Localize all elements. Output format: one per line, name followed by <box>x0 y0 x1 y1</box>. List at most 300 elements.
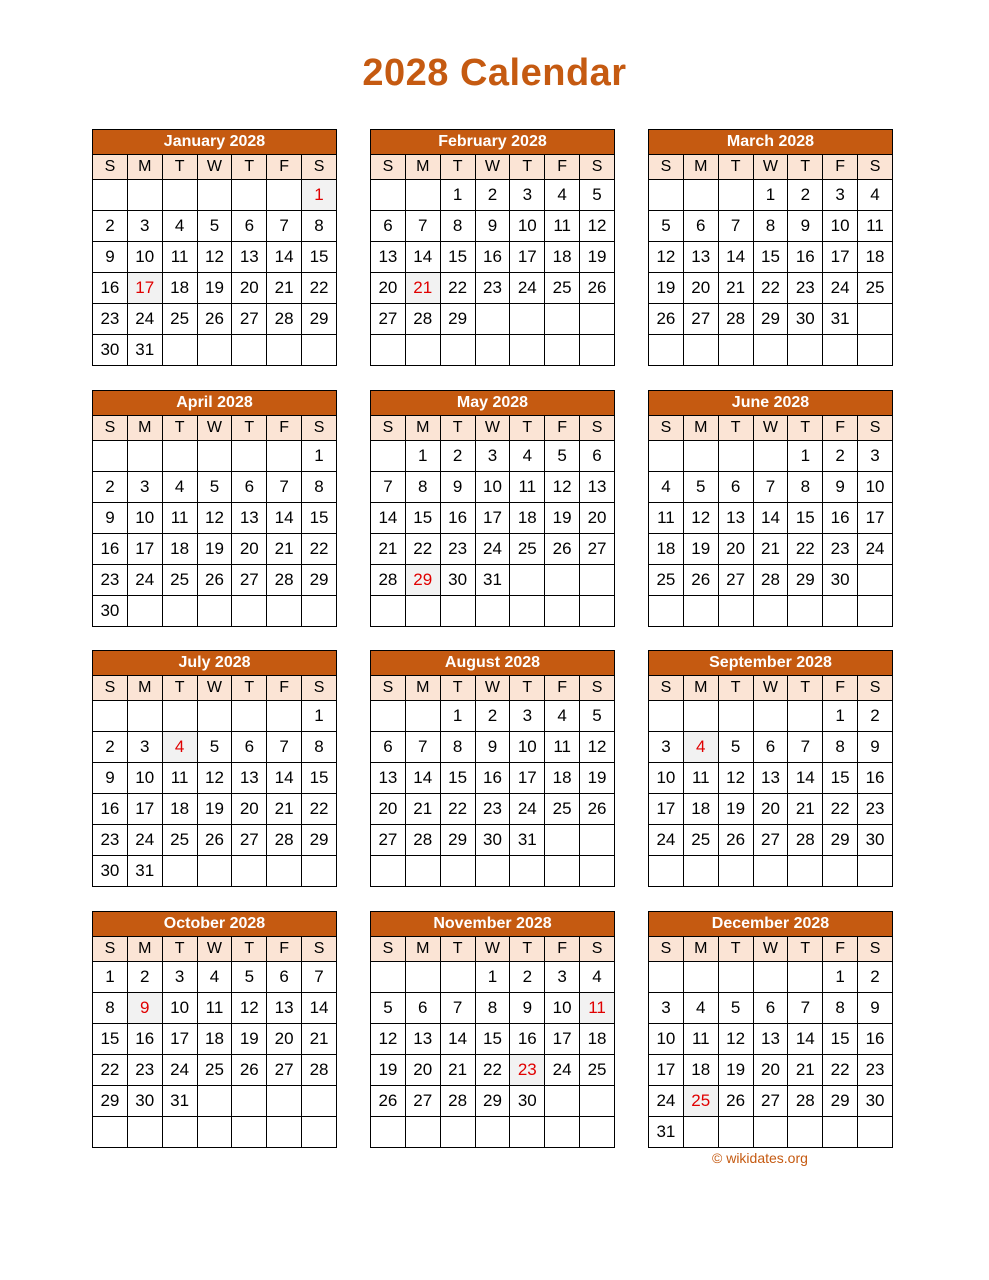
day-cell: 28 <box>267 825 302 856</box>
empty-day-cell <box>649 596 684 627</box>
empty-day-cell <box>475 1117 510 1148</box>
day-cell: 25 <box>197 1055 232 1086</box>
day-cell: 23 <box>440 534 475 565</box>
weekday-header: S <box>580 937 615 962</box>
empty-day-cell <box>788 596 823 627</box>
day-cell: 22 <box>753 273 788 304</box>
empty-day-cell <box>302 856 337 887</box>
day-cell: 3 <box>649 993 684 1024</box>
day-cell: 23 <box>858 1055 893 1086</box>
empty-day-cell <box>788 335 823 366</box>
day-cell: 25 <box>162 304 197 335</box>
weekday-header: T <box>510 416 545 441</box>
weekday-header: S <box>649 676 684 701</box>
empty-day-cell <box>788 856 823 887</box>
day-cell: 16 <box>475 242 510 273</box>
day-cell: 22 <box>302 273 337 304</box>
day-cell: 29 <box>475 1086 510 1117</box>
day-cell: 19 <box>718 1055 753 1086</box>
day-cell: 13 <box>683 242 718 273</box>
day-cell: 26 <box>718 825 753 856</box>
day-cell: 19 <box>580 763 615 794</box>
empty-day-cell <box>475 596 510 627</box>
day-cell: 12 <box>232 993 267 1024</box>
day-cell: 30 <box>475 825 510 856</box>
day-cell: 20 <box>232 794 267 825</box>
empty-day-cell <box>718 596 753 627</box>
day-cell: 12 <box>197 503 232 534</box>
weekday-header: F <box>267 676 302 701</box>
weekday-header: T <box>232 937 267 962</box>
empty-day-cell <box>718 701 753 732</box>
empty-day-cell <box>267 335 302 366</box>
empty-day-cell <box>580 565 615 596</box>
empty-day-cell <box>649 962 684 993</box>
day-cell: 12 <box>197 242 232 273</box>
empty-day-cell <box>197 856 232 887</box>
weekday-header: T <box>788 937 823 962</box>
credit-text: © wikidates.org <box>712 1150 808 1166</box>
month-table <box>648 129 893 366</box>
weekday-header: F <box>823 937 858 962</box>
holiday-day-cell: 29 <box>405 565 440 596</box>
day-cell: 10 <box>127 503 162 534</box>
day-cell: 18 <box>683 1055 718 1086</box>
day-cell: 14 <box>753 503 788 534</box>
day-cell: 30 <box>93 856 128 887</box>
day-cell: 24 <box>649 825 684 856</box>
day-cell: 20 <box>753 1055 788 1086</box>
day-cell: 2 <box>858 701 893 732</box>
day-cell: 24 <box>162 1055 197 1086</box>
day-cell: 26 <box>371 1086 406 1117</box>
day-cell: 20 <box>683 273 718 304</box>
day-cell: 12 <box>580 211 615 242</box>
empty-day-cell <box>440 962 475 993</box>
empty-day-cell <box>302 1117 337 1148</box>
day-cell: 9 <box>475 732 510 763</box>
holiday-day-cell: 21 <box>405 273 440 304</box>
day-cell: 30 <box>127 1086 162 1117</box>
weekday-header: S <box>649 937 684 962</box>
empty-day-cell <box>649 441 684 472</box>
month-table <box>648 390 893 627</box>
empty-day-cell <box>371 335 406 366</box>
day-cell: 16 <box>823 503 858 534</box>
day-cell: 1 <box>753 180 788 211</box>
empty-day-cell <box>753 701 788 732</box>
day-cell: 14 <box>405 763 440 794</box>
day-cell: 14 <box>302 993 337 1024</box>
day-cell: 19 <box>580 242 615 273</box>
day-cell: 8 <box>302 472 337 503</box>
empty-day-cell <box>718 1117 753 1148</box>
day-cell: 11 <box>162 242 197 273</box>
weekday-header: W <box>753 937 788 962</box>
empty-day-cell <box>753 441 788 472</box>
day-cell: 7 <box>440 993 475 1024</box>
day-cell: 22 <box>475 1055 510 1086</box>
weekday-header: M <box>683 937 718 962</box>
day-cell: 5 <box>545 441 580 472</box>
day-cell: 3 <box>162 962 197 993</box>
empty-day-cell <box>93 441 128 472</box>
day-cell: 11 <box>162 763 197 794</box>
weekday-header: S <box>858 416 893 441</box>
day-cell: 15 <box>788 503 823 534</box>
weekday-header: S <box>371 416 406 441</box>
day-cell: 10 <box>823 211 858 242</box>
day-cell: 18 <box>162 794 197 825</box>
day-cell: 17 <box>823 242 858 273</box>
day-cell: 4 <box>545 180 580 211</box>
day-cell: 3 <box>649 732 684 763</box>
month-name: February 2028 <box>371 130 615 155</box>
empty-day-cell <box>405 335 440 366</box>
day-cell: 8 <box>753 211 788 242</box>
empty-day-cell <box>197 335 232 366</box>
day-cell: 10 <box>475 472 510 503</box>
day-cell: 21 <box>788 794 823 825</box>
day-cell: 14 <box>371 503 406 534</box>
weekday-header: T <box>440 155 475 180</box>
day-cell: 16 <box>93 794 128 825</box>
weekday-header: T <box>162 937 197 962</box>
day-cell: 2 <box>510 962 545 993</box>
day-cell: 28 <box>718 304 753 335</box>
weekday-header: T <box>162 416 197 441</box>
weekday-header: T <box>510 155 545 180</box>
empty-day-cell <box>580 825 615 856</box>
day-cell: 6 <box>232 732 267 763</box>
day-cell: 17 <box>127 794 162 825</box>
day-cell: 19 <box>683 534 718 565</box>
day-cell: 24 <box>858 534 893 565</box>
empty-day-cell <box>475 856 510 887</box>
month-table <box>92 390 337 627</box>
month-table <box>370 911 615 1148</box>
day-cell: 1 <box>405 441 440 472</box>
day-cell: 2 <box>93 732 128 763</box>
day-cell: 5 <box>580 180 615 211</box>
weekday-header: S <box>302 155 337 180</box>
day-cell: 17 <box>127 534 162 565</box>
weekday-header: M <box>127 676 162 701</box>
weekday-header: M <box>405 676 440 701</box>
day-cell: 13 <box>580 472 615 503</box>
day-cell: 28 <box>440 1086 475 1117</box>
empty-day-cell <box>267 180 302 211</box>
day-cell: 14 <box>267 763 302 794</box>
empty-day-cell <box>753 335 788 366</box>
day-cell: 1 <box>93 962 128 993</box>
day-cell: 31 <box>475 565 510 596</box>
empty-day-cell <box>753 856 788 887</box>
day-cell: 30 <box>858 825 893 856</box>
empty-day-cell <box>127 1117 162 1148</box>
day-cell: 22 <box>302 534 337 565</box>
day-cell: 20 <box>405 1055 440 1086</box>
day-cell: 30 <box>510 1086 545 1117</box>
weekday-header: T <box>788 676 823 701</box>
day-cell: 29 <box>753 304 788 335</box>
day-cell: 20 <box>371 794 406 825</box>
day-cell: 24 <box>127 565 162 596</box>
day-cell: 27 <box>232 304 267 335</box>
day-cell: 10 <box>510 211 545 242</box>
weekday-header: T <box>440 676 475 701</box>
day-cell: 6 <box>683 211 718 242</box>
empty-day-cell <box>267 441 302 472</box>
weekday-header: W <box>753 155 788 180</box>
day-cell: 29 <box>302 825 337 856</box>
day-cell: 21 <box>405 794 440 825</box>
empty-day-cell <box>197 180 232 211</box>
empty-day-cell <box>371 856 406 887</box>
month-table <box>648 911 893 1148</box>
day-cell: 26 <box>580 794 615 825</box>
day-cell: 9 <box>858 732 893 763</box>
day-cell: 30 <box>93 596 128 627</box>
day-cell: 12 <box>649 242 684 273</box>
day-cell: 9 <box>93 503 128 534</box>
empty-day-cell <box>232 701 267 732</box>
day-cell: 27 <box>580 534 615 565</box>
empty-day-cell <box>475 304 510 335</box>
day-cell: 26 <box>197 825 232 856</box>
weekday-header: F <box>823 676 858 701</box>
day-cell: 31 <box>649 1117 684 1148</box>
day-cell: 31 <box>823 304 858 335</box>
day-cell: 25 <box>649 565 684 596</box>
weekday-header: W <box>197 676 232 701</box>
month-name: October 2028 <box>93 912 337 937</box>
day-cell: 5 <box>197 732 232 763</box>
day-cell: 10 <box>545 993 580 1024</box>
day-cell: 9 <box>475 211 510 242</box>
empty-day-cell <box>197 1086 232 1117</box>
weekday-header: S <box>858 676 893 701</box>
day-cell: 28 <box>371 565 406 596</box>
empty-day-cell <box>440 1117 475 1148</box>
day-cell: 6 <box>371 732 406 763</box>
empty-day-cell <box>510 335 545 366</box>
day-cell: 23 <box>93 565 128 596</box>
empty-day-cell <box>683 596 718 627</box>
day-cell: 17 <box>649 794 684 825</box>
empty-day-cell <box>718 441 753 472</box>
day-cell: 3 <box>545 962 580 993</box>
weekday-header: F <box>545 155 580 180</box>
day-cell: 23 <box>858 794 893 825</box>
day-cell: 2 <box>93 211 128 242</box>
day-cell: 26 <box>683 565 718 596</box>
day-cell: 20 <box>718 534 753 565</box>
day-cell: 5 <box>718 993 753 1024</box>
day-cell: 17 <box>649 1055 684 1086</box>
day-cell: 13 <box>405 1024 440 1055</box>
empty-day-cell <box>267 1086 302 1117</box>
day-cell: 27 <box>371 304 406 335</box>
day-cell: 16 <box>93 534 128 565</box>
day-cell: 1 <box>440 701 475 732</box>
weekday-header: F <box>267 416 302 441</box>
empty-day-cell <box>162 441 197 472</box>
day-cell: 12 <box>580 732 615 763</box>
day-cell: 28 <box>788 825 823 856</box>
weekday-header: M <box>405 937 440 962</box>
day-cell: 11 <box>683 763 718 794</box>
weekday-header: W <box>197 416 232 441</box>
empty-day-cell <box>545 304 580 335</box>
empty-day-cell <box>718 962 753 993</box>
weekday-header: T <box>162 676 197 701</box>
day-cell: 20 <box>232 273 267 304</box>
day-cell: 12 <box>545 472 580 503</box>
day-cell: 3 <box>510 180 545 211</box>
day-cell: 30 <box>858 1086 893 1117</box>
day-cell: 30 <box>823 565 858 596</box>
day-cell: 9 <box>858 993 893 1024</box>
month-table <box>92 650 337 887</box>
day-cell: 9 <box>93 242 128 273</box>
weekday-header: T <box>232 416 267 441</box>
weekday-header: S <box>93 155 128 180</box>
holiday-day-cell: 1 <box>302 180 337 211</box>
day-cell: 4 <box>580 962 615 993</box>
day-cell: 2 <box>93 472 128 503</box>
empty-day-cell <box>718 180 753 211</box>
day-cell: 11 <box>545 211 580 242</box>
weekday-header: M <box>683 676 718 701</box>
day-cell: 3 <box>510 701 545 732</box>
empty-day-cell <box>162 596 197 627</box>
empty-day-cell <box>510 565 545 596</box>
day-cell: 13 <box>753 1024 788 1055</box>
day-cell: 17 <box>545 1024 580 1055</box>
day-cell: 26 <box>197 304 232 335</box>
day-cell: 18 <box>649 534 684 565</box>
empty-day-cell <box>580 1117 615 1148</box>
day-cell: 11 <box>162 503 197 534</box>
empty-day-cell <box>510 856 545 887</box>
day-cell: 17 <box>162 1024 197 1055</box>
day-cell: 14 <box>267 503 302 534</box>
day-cell: 25 <box>545 273 580 304</box>
day-cell: 25 <box>683 825 718 856</box>
day-cell: 21 <box>753 534 788 565</box>
day-cell: 5 <box>371 993 406 1024</box>
day-cell: 7 <box>788 732 823 763</box>
day-cell: 11 <box>649 503 684 534</box>
day-cell: 20 <box>753 794 788 825</box>
day-cell: 6 <box>405 993 440 1024</box>
empty-day-cell <box>788 1117 823 1148</box>
day-cell: 21 <box>371 534 406 565</box>
weekday-header: S <box>302 937 337 962</box>
day-cell: 23 <box>823 534 858 565</box>
month-name: July 2028 <box>93 651 337 676</box>
day-cell: 9 <box>823 472 858 503</box>
day-cell: 29 <box>823 1086 858 1117</box>
day-cell: 5 <box>649 211 684 242</box>
empty-day-cell <box>162 335 197 366</box>
empty-day-cell <box>267 856 302 887</box>
empty-day-cell <box>405 180 440 211</box>
day-cell: 16 <box>93 273 128 304</box>
weekday-header: M <box>405 155 440 180</box>
day-cell: 28 <box>302 1055 337 1086</box>
day-cell: 24 <box>823 273 858 304</box>
weekday-header: W <box>475 155 510 180</box>
empty-day-cell <box>162 180 197 211</box>
day-cell: 18 <box>545 242 580 273</box>
empty-day-cell <box>683 1117 718 1148</box>
day-cell: 12 <box>718 763 753 794</box>
day-cell: 8 <box>788 472 823 503</box>
day-cell: 19 <box>197 794 232 825</box>
day-cell: 6 <box>232 211 267 242</box>
day-cell: 22 <box>788 534 823 565</box>
day-cell: 22 <box>405 534 440 565</box>
day-cell: 19 <box>197 273 232 304</box>
day-cell: 21 <box>440 1055 475 1086</box>
day-cell: 13 <box>232 763 267 794</box>
empty-day-cell <box>302 1086 337 1117</box>
day-cell: 15 <box>302 763 337 794</box>
day-cell: 23 <box>93 825 128 856</box>
day-cell: 25 <box>510 534 545 565</box>
day-cell: 8 <box>823 993 858 1024</box>
empty-day-cell <box>440 856 475 887</box>
month-table <box>370 129 615 366</box>
month-name: January 2028 <box>93 130 337 155</box>
day-cell: 7 <box>267 472 302 503</box>
month-name: March 2028 <box>649 130 893 155</box>
weekday-header: S <box>580 416 615 441</box>
empty-day-cell <box>232 1117 267 1148</box>
empty-day-cell <box>475 335 510 366</box>
weekday-header: M <box>127 937 162 962</box>
empty-day-cell <box>545 565 580 596</box>
day-cell: 10 <box>510 732 545 763</box>
weekday-header: T <box>510 937 545 962</box>
empty-day-cell <box>371 441 406 472</box>
month-table <box>370 650 615 887</box>
day-cell: 5 <box>197 472 232 503</box>
day-cell: 12 <box>371 1024 406 1055</box>
day-cell: 28 <box>267 304 302 335</box>
empty-day-cell <box>371 701 406 732</box>
day-cell: 2 <box>475 180 510 211</box>
weekday-header: M <box>127 416 162 441</box>
day-cell: 13 <box>232 503 267 534</box>
weekday-header: T <box>440 416 475 441</box>
day-cell: 7 <box>753 472 788 503</box>
day-cell: 13 <box>371 242 406 273</box>
holiday-day-cell: 9 <box>127 993 162 1024</box>
day-cell: 13 <box>371 763 406 794</box>
day-cell: 6 <box>753 993 788 1024</box>
day-cell: 19 <box>718 794 753 825</box>
empty-day-cell <box>718 335 753 366</box>
day-cell: 18 <box>545 763 580 794</box>
weekday-header: T <box>162 155 197 180</box>
day-cell: 18 <box>858 242 893 273</box>
empty-day-cell <box>405 1117 440 1148</box>
empty-day-cell <box>440 596 475 627</box>
day-cell: 18 <box>510 503 545 534</box>
